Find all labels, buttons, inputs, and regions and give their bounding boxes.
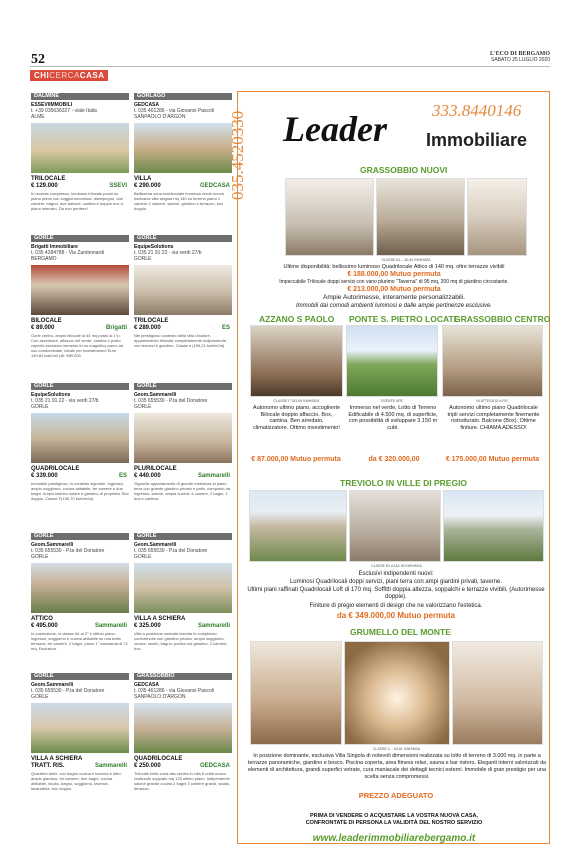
- location-bar: GRASSOBBIO: [134, 673, 232, 680]
- text-azzano: Autonomo ultimo piano, accogliente Bilocale doppio affaccio. Box, cantina. Ben arredato, climatizzatore. Ottimo investimento!: [252, 405, 341, 431]
- text-line: Ultimi piani raffinati Quadrilocali Loft di 170 mq. Soffitti doppia altezza, soppalchi e terrazze vivibili. (Autorimesse doppie).: [247, 587, 545, 600]
- agency-contact: t. 035 21 91 22 - via verdi 27/b: [31, 398, 99, 404]
- leader-immobiliare: Immobiliare: [426, 130, 528, 150]
- property-price: € 325.000: [134, 623, 161, 629]
- agency-name: Geom.Sammarelli: [31, 542, 74, 548]
- location-bar: GORLE: [134, 383, 232, 390]
- listing-photo: [31, 123, 129, 173]
- agency-contact: t. +39 035636327 - viale Italia: [31, 108, 97, 114]
- property-type: BILOCALE: [31, 318, 62, 324]
- photo-grassobbio: [442, 325, 543, 397]
- listing-description: Signorile appartamento di grande metratura al piano terra con grande giardino privato e patio, composto da ingresso, salone, ampia cucina, 4 camere, 2 bagni, 2 box e cantina.: [134, 481, 231, 501]
- class-label: ESENTE APE: [381, 399, 403, 403]
- photo-kitchen: [467, 178, 527, 256]
- price: € 188.000,00 Mutuo permuta: [347, 271, 441, 278]
- photo-grumello2: [344, 641, 450, 745]
- listing-card[interactable]: [31, 673, 129, 791]
- agency-logo: Sammarelli: [94, 763, 127, 769]
- text-line: Immobili dai comodi ambienti luminosi e dalle ampie pertinenze esclusive.: [295, 303, 493, 309]
- photo-azzano: [250, 325, 343, 397]
- property-type: QUADRILOCALE: [134, 756, 183, 762]
- agency-logo: ES: [221, 325, 230, 331]
- property-type: VILLA A SCHIERA TRATT. RIS.: [31, 756, 83, 769]
- listing-description: Bellissima zona residenziale immersa verde nuova esclusiva villa singola mq 140 su terreno piano 1 camere 2 camere, salone, giardino e terrazzo, box doppio.: [134, 191, 224, 211]
- agency-name: Geom.Sammarelli: [134, 392, 177, 398]
- agency-city: GORLE: [31, 694, 49, 700]
- agency-contact: t. 035 655530 - P.ta del Donatore: [134, 398, 208, 404]
- listing-photo: [134, 563, 232, 613]
- text-ponte: Immerso nel verde, Lotto di Terreno Edificabile di 4.500 mq. di superficie, con possibilità di sviluppare 3.150 m cubi.: [348, 405, 438, 431]
- agency-logo: Sammarelli: [197, 623, 230, 629]
- property-type: VILLA A SCHIERA: [134, 616, 186, 622]
- agency-name: EquipeSolutions: [134, 244, 174, 250]
- listing-description: Trilocale bella zona alla servita in villa 6 unità nuovo realizzato soppiato mq 125 ultimo piano. Indipendente salone grande cucina 2 bagni 3 camere grandi, studio, terrazzo.: [134, 771, 231, 791]
- listing-card[interactable]: [134, 673, 232, 791]
- listing-card[interactable]: [31, 383, 129, 501]
- class-label: CLASSE A1 – 40,63 KWH/M2A: [381, 258, 431, 262]
- agency-city: GORLE: [31, 554, 49, 560]
- agency-logo: Sammarelli: [197, 473, 230, 479]
- location-bar: GORLE: [134, 533, 232, 540]
- photo-grumello1: [250, 641, 342, 745]
- agency-contact: t. 035 4284788 - Via Zambonardi: [31, 250, 105, 256]
- text-line: Ampie Autorimesse, interamente personalizzabili.: [323, 294, 465, 301]
- listing-photo: [134, 703, 232, 753]
- agency-contact: t. 035 461286 - via Giovanni Pascoli: [134, 688, 215, 694]
- agency-city: GORLE: [134, 404, 152, 410]
- class-label: CLASSE F 181,09 KWH/M2A: [273, 399, 320, 403]
- property-price: € 89.000: [31, 325, 55, 331]
- listing-card[interactable]: [31, 533, 129, 651]
- class-label: CLASSE B1 A1A2 39 KWH/M2A: [371, 564, 422, 568]
- section-ponte: PONTE S. PIETRO LOCATE: [349, 314, 460, 324]
- section-treviolo: TREVIOLO IN VILLE DI PREGIO: [340, 478, 468, 488]
- listing-photo: [134, 265, 232, 315]
- location-bar: GORLE: [31, 533, 129, 540]
- photo-treviolo2: [349, 490, 441, 562]
- property-type: PLURILOCALE: [134, 466, 177, 472]
- agency-name: GEDCASA: [134, 102, 160, 108]
- agency-contact: t. 035 21 91 22 - via verdi 27/b: [134, 250, 202, 256]
- listing-card[interactable]: [134, 533, 232, 651]
- agency-logo: GEDCASA: [199, 763, 230, 769]
- property-price: € 250.000: [134, 763, 161, 769]
- text-grassobbio: Autonomo ultimo piano Quadrilocale tripli servizi completamente finemente ristrutturato. Balcone (Box). Ottime finiture. CHIAMA ADESSO!: [447, 405, 540, 431]
- listing-description: In recente complesso, luminoso trilocale posto su piano primo con soggiorno/cottura, disimpegno, due camere, bagno, due balconi, cantina e doppio box a piano interrato. Da non perdere!: [31, 191, 124, 211]
- location-bar: GORLE: [31, 235, 129, 242]
- listing-photo: [134, 123, 232, 173]
- property-price: € 440.000: [134, 473, 161, 479]
- agency-contact: t. 035 461286 - via Giovanni Pascoli: [134, 108, 215, 114]
- property-price: € 289.000: [134, 325, 161, 331]
- listing-photo: [31, 703, 129, 753]
- masthead: L'ECO DI BERGAMO SABATO 25 LUGLIO 2020: [489, 51, 550, 63]
- agency-logo: ES: [118, 473, 127, 479]
- property-type: TRILOCALE: [31, 176, 66, 182]
- price: da € 349.000,00 Mutuo permuta: [336, 611, 456, 620]
- agency-city: GORLE: [31, 404, 49, 410]
- listing-description: Villa a posizione centrale inserita in complesso confortevole con giardino privato, ampio soggiorno, cucina, studio, bagno, portico sul giardino, 2 camere, box.: [134, 631, 228, 651]
- section-brand: CHICERCACASA: [30, 70, 108, 81]
- section-grumello: GRUMELLO DEL MONTE: [350, 627, 451, 637]
- price: € 175.000,00 Mutuo permuta: [445, 456, 540, 463]
- listing-description: In costruzione, in classe A4 al 2° e ultimo piano: ingresso, soggiorno e cucina abitabile su una bella terrazza, tre camere, 2 bagni, piano 1° mansarda di 72 mq. Esclusiva.: [31, 631, 128, 651]
- agency-name: Geom.Sammarelli: [31, 682, 74, 688]
- agency-logo: SSEVI: [109, 183, 127, 189]
- agency-logo: Sammarelli: [94, 623, 127, 629]
- listing-description: Quartiere bello, con bagno cucina e taverna e letto: ampio giardino, tre camere, due bagni, cucina abitabile, studio, bagno, soggiorno, taverna, lavanderia, box doppio.: [31, 771, 122, 791]
- text-line: Ultime disponibilità: bellissimo luminoso Quadrilocale Attico di 140 mq. oltre terrazze vivibili: [283, 264, 505, 270]
- leader-logo: Leader: [283, 109, 387, 149]
- agency-logo: Brigatti: [106, 325, 127, 331]
- text-line: Finiture di pregio elementi di design che ne valorizzano l'estetica.: [309, 603, 483, 609]
- text-line: Esclusivi indipendenti nuovi:: [358, 571, 434, 577]
- property-price: € 290.000: [134, 183, 161, 189]
- property-price: € 129.000: [31, 183, 58, 189]
- listing-photo: [134, 413, 232, 463]
- property-price: € 339.000: [31, 473, 58, 479]
- price: da € 320.000,00: [368, 456, 420, 463]
- photo-living: [285, 178, 374, 256]
- agency-city: SANPAOLO D'ARGON: [134, 114, 186, 120]
- property-type: QUADRILOCALE: [31, 466, 80, 472]
- photo-treviolo3: [443, 490, 544, 562]
- photo-ponte: [346, 325, 438, 397]
- agency-city: SANPAOLO D'ARGON: [134, 694, 186, 700]
- location-bar: GORLE: [31, 383, 129, 390]
- agency-city: GORLE: [134, 554, 152, 560]
- section-grassobbio-centro: GRASSOBBIO CENTRO: [454, 314, 551, 324]
- property-price: € 495.000: [31, 623, 58, 629]
- text-grumello: In posizione dominante, esclusiva Villa Singola di notevoli dimensioni realizzata su lotto di terreno di 3.000 mq. in parte a terrazze panoramiche, giardino e bosco. Piscina coperta, area fitness relax, sauna e bar ristoro. Eleganti interni valorizzati da elementi di architettura, grandi superfici vetrate, cura maniacale dei dettagli tecnici esterni. Immobile di gran prestigio per una scelta senza compromessi.: [247, 753, 547, 780]
- listing-photo: [31, 413, 129, 463]
- agency-contact: t. 035 655530 - P.ta del Donatore: [31, 688, 105, 694]
- location-bar: DALMINE: [31, 93, 129, 100]
- listing-card[interactable]: [31, 235, 129, 358]
- agency-city: BERGAMO: [31, 256, 57, 262]
- listing-description: Nel prestigioso contesto della villa d'autore, appartamento trilocale completamente indipendente, con terrazzi e giardino. Classe e (156,21 kwh/m2a).: [134, 333, 228, 348]
- location-bar: GORLE: [134, 235, 232, 242]
- agency-name: GEDCASA: [134, 682, 160, 688]
- text-line: Luminosi Quadrilocali doppi servizi, piani terra con ampi giardini privati, taverne.: [289, 579, 503, 585]
- agency-logo: GEDCASA: [199, 183, 230, 189]
- price: € 213.000,00 Mutuo permuta: [347, 286, 441, 293]
- agency-contact: t. 035 655530 - P.ta del Donatore: [134, 548, 208, 554]
- listing-card[interactable]: [31, 93, 129, 211]
- price: PREZZO ADEGUATO: [358, 791, 434, 800]
- website-link[interactable]: www.leaderimmobiliarebergamo.it: [312, 833, 476, 844]
- photo-treviolo1: [249, 490, 347, 562]
- listing-description: Gorle centro, ampio bilocale di 64 mq posto al 1°p. Con ascensore, affaccio nel verde, cantina e posto coperto esclusivo immerso in un magnifico parco ad uso condominiale, ideale per investimento! Euro 149,84 kwh/m2 pill: €89.000: [31, 333, 124, 358]
- page-number: 52: [31, 52, 45, 67]
- listing-photo: [31, 265, 129, 315]
- location-bar: GORLE: [31, 673, 129, 680]
- listing-photo: [31, 563, 129, 613]
- location-bar: GORLAGO: [134, 93, 232, 100]
- agency-name: Brigatti Immobiliare: [31, 244, 78, 250]
- agency-city: ALME: [31, 114, 45, 120]
- agency-contact: t. 035 655530 - P.ta del Donatore: [31, 548, 105, 554]
- listing-card[interactable]: [134, 93, 232, 211]
- text-line: Impeccabile Trilocale doppi servizi con vano plurimo "Taverna" di 95 mq, 200 mq di giardino circostante.: [279, 279, 509, 285]
- section-azzano: AZZANO S PAOLO: [259, 314, 335, 324]
- agency-name: ESSEVIIMMOBILI: [31, 102, 73, 108]
- photo-interior: [376, 178, 465, 256]
- listing-card[interactable]: [134, 383, 232, 501]
- agency-name: Geom.Sammarelli: [134, 542, 177, 548]
- class-label: IN ATTESA DI A.P.E.: [476, 399, 509, 403]
- footer-text: PRIMA DI VENDERE O ACQUISTARE LA VOSTRA NUOVA CASA, CONFRONTATE DI PERSONA LA VALIDITÀ DEL NOSTRO SERVIZIO: [305, 813, 483, 826]
- listing-card[interactable]: [134, 235, 232, 348]
- property-type: TRILOCALE: [134, 318, 169, 324]
- class-label: CLASSE C – 63,81 KWH/M2A: [372, 747, 421, 751]
- photo-grumello3: [452, 641, 543, 745]
- vertical-phone: 035.4520330: [228, 110, 247, 200]
- price: € 87.000,00 Mutuo permuta: [251, 456, 341, 463]
- agency-city: GORLE: [134, 256, 152, 262]
- listing-description: Immobile prestigioso, in contesto signorile. Ingresso, ampio soggiorno, cucina abitabile, tre camere e due bagni. Ampio lastrico solare e giardino di proprietà. Box doppio. Classe F(156,70 kwh/m2a).: [31, 481, 129, 501]
- agency-name: EquipeSolutions: [31, 392, 71, 398]
- leader-phone: 333.8440146: [432, 101, 522, 120]
- section-grassobbio-nuovi: GRASSOBBIO NUOVI: [360, 165, 448, 175]
- property-type: ATTICO: [31, 616, 53, 622]
- property-type: VILLA: [134, 176, 152, 182]
